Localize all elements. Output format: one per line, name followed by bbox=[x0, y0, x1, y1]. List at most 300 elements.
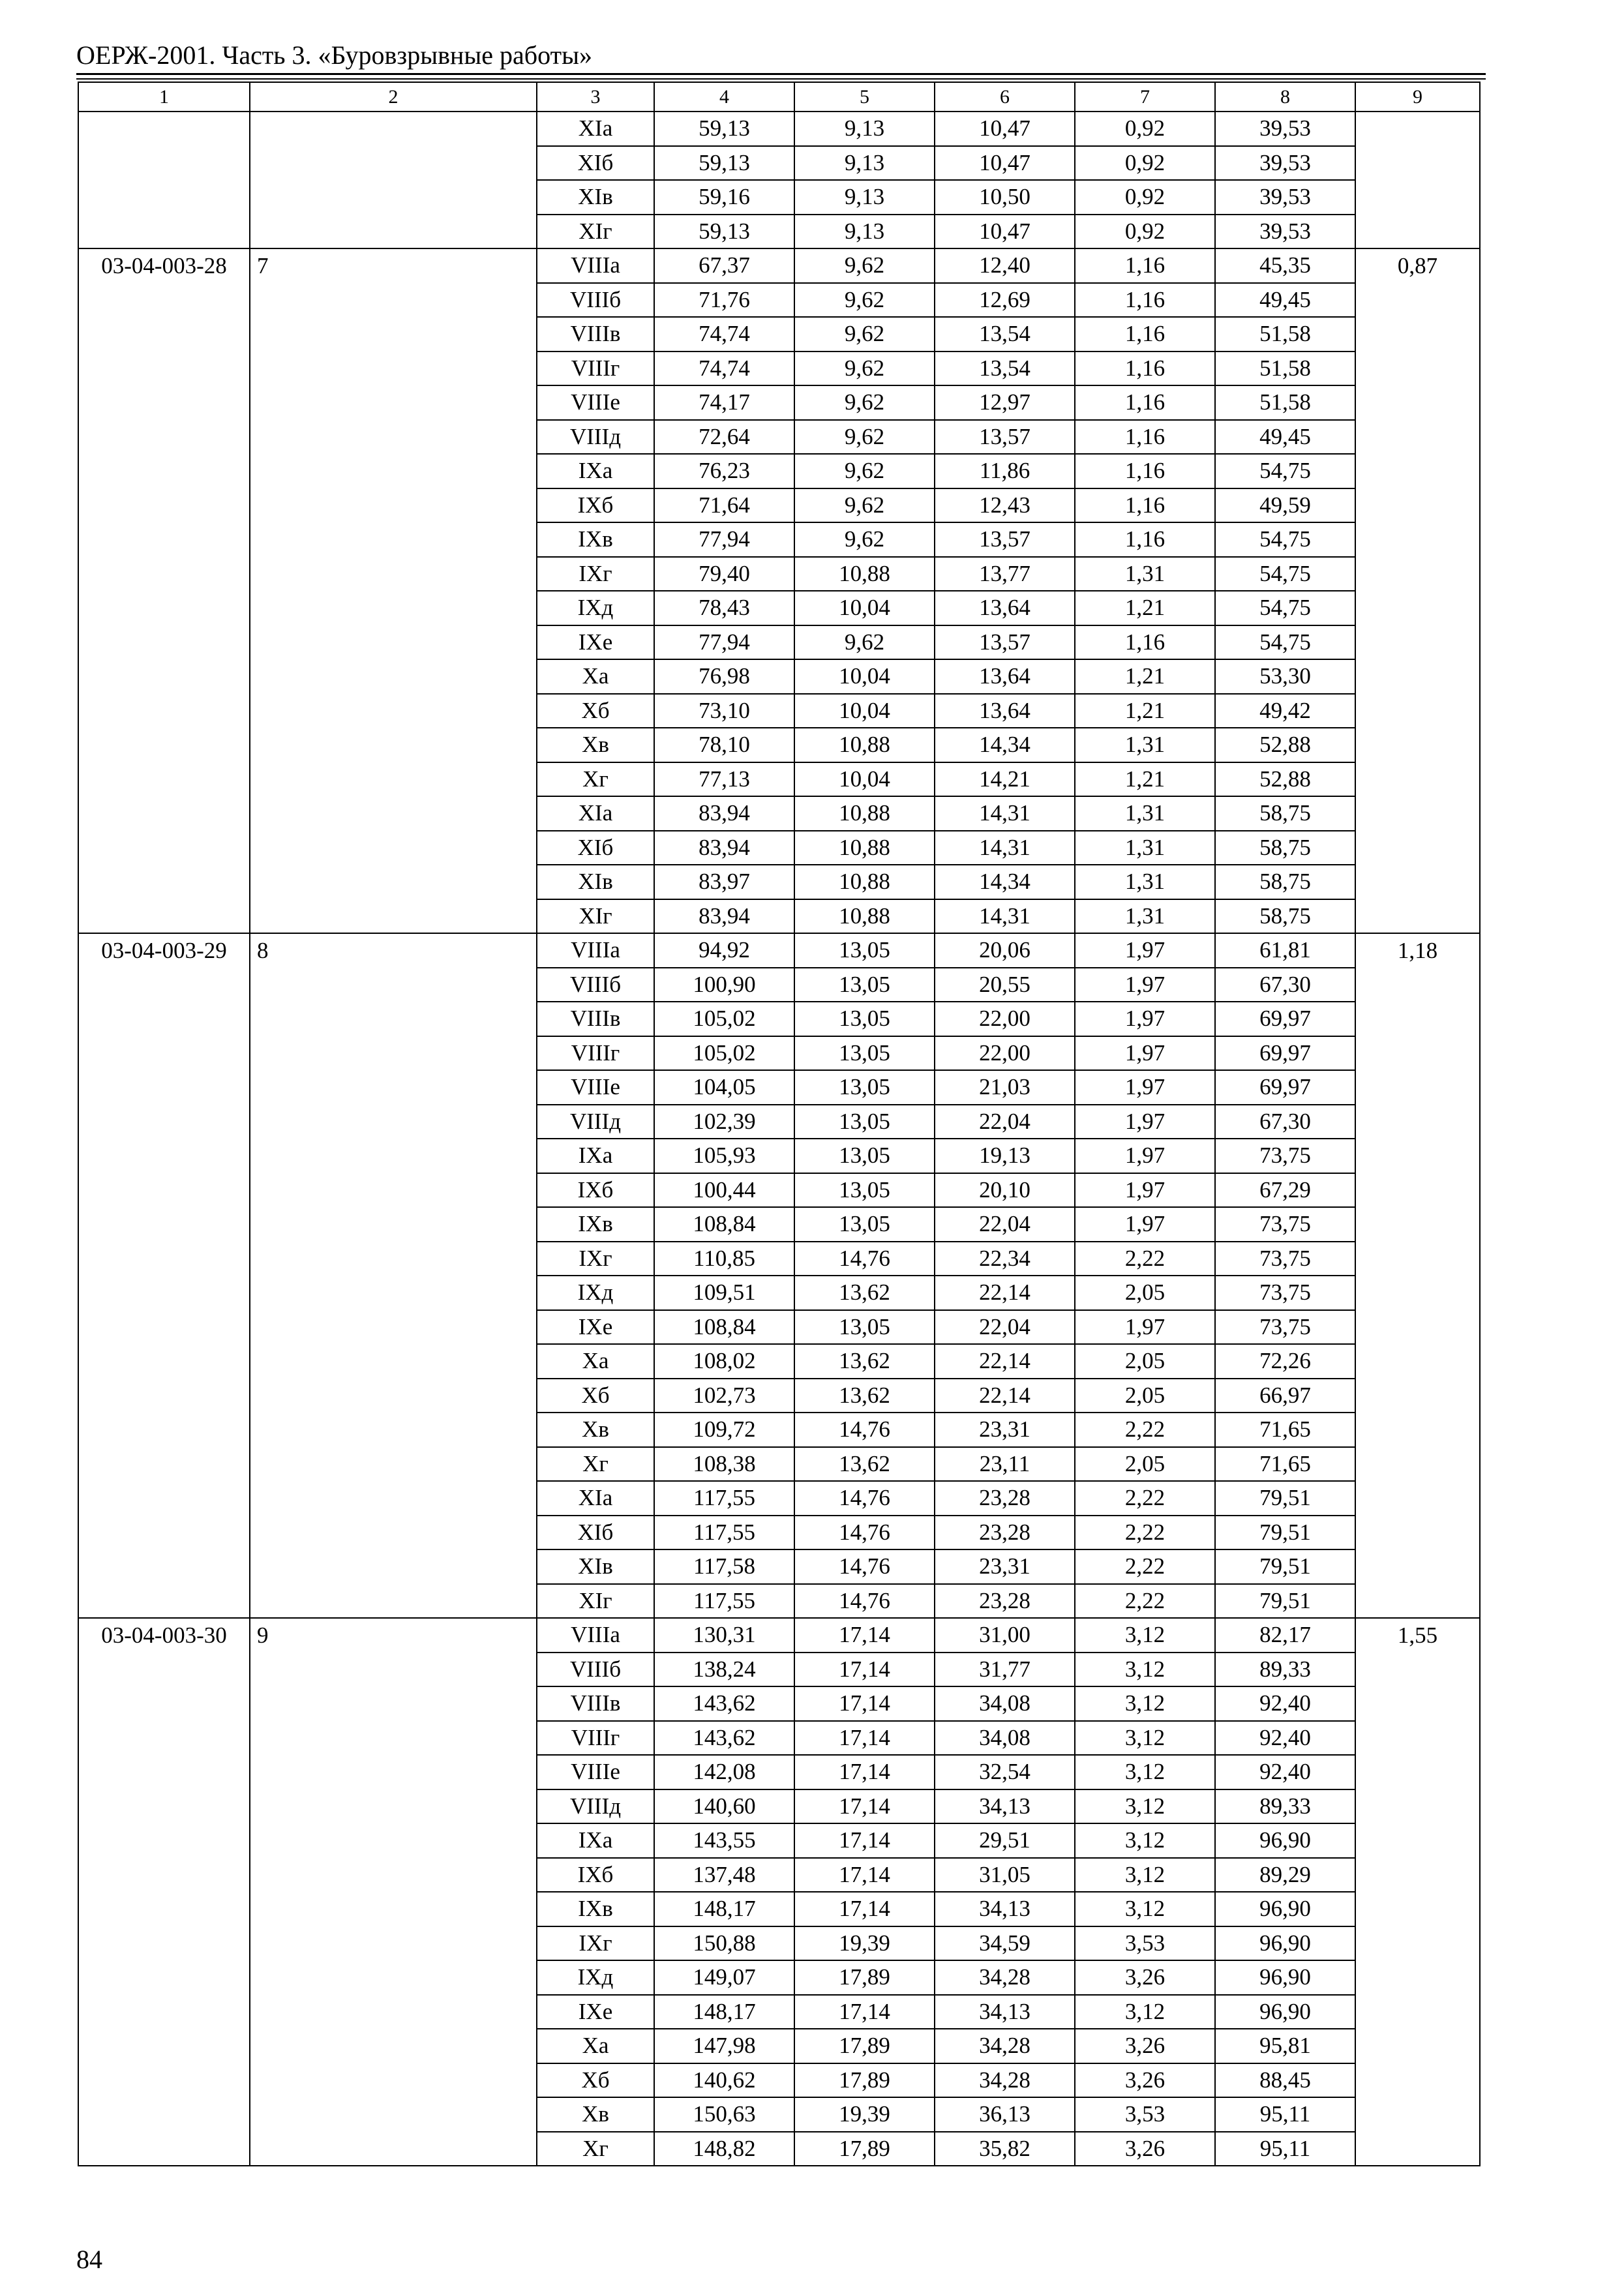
value-cell: 143,62 bbox=[654, 1721, 794, 1756]
value-cell: 61,81 bbox=[1215, 933, 1355, 968]
column-number-9: 9 bbox=[1355, 82, 1480, 112]
col9-cell bbox=[1355, 112, 1480, 248]
value-cell: 10,04 bbox=[794, 762, 935, 797]
value-cell: 22,00 bbox=[935, 1002, 1075, 1036]
table-row bbox=[78, 1618, 1480, 1653]
value-cell: 67,37 bbox=[654, 248, 794, 283]
value-cell: 59,16 bbox=[654, 180, 794, 215]
category-cell: IXб bbox=[537, 1858, 654, 1893]
category-cell: VIIIб bbox=[537, 968, 654, 1002]
value-cell: 92,40 bbox=[1215, 1755, 1355, 1789]
value-cell: 89,33 bbox=[1215, 1653, 1355, 1687]
value-cell: 1,31 bbox=[1075, 865, 1215, 899]
category-cell: XIб bbox=[537, 146, 654, 181]
category-cell: IXа bbox=[537, 1823, 654, 1858]
column-number-6: 6 bbox=[935, 82, 1075, 112]
value-cell: 0,92 bbox=[1075, 112, 1215, 146]
value-cell: 77,13 bbox=[654, 762, 794, 797]
value-cell: 13,05 bbox=[794, 933, 935, 968]
value-cell: 96,90 bbox=[1215, 1892, 1355, 1926]
value-cell: 2,22 bbox=[1075, 1584, 1215, 1619]
value-cell: 104,05 bbox=[654, 1070, 794, 1105]
value-cell: 59,13 bbox=[654, 215, 794, 249]
value-cell: 92,40 bbox=[1215, 1686, 1355, 1721]
rates-table bbox=[78, 82, 1481, 2166]
value-cell: 53,30 bbox=[1215, 659, 1355, 694]
value-cell: 83,94 bbox=[654, 899, 794, 934]
value-cell: 147,98 bbox=[654, 2029, 794, 2063]
value-cell: 39,53 bbox=[1215, 180, 1355, 215]
value-cell: 73,75 bbox=[1215, 1310, 1355, 1345]
value-cell: 73,75 bbox=[1215, 1242, 1355, 1276]
value-cell: 35,82 bbox=[935, 2132, 1075, 2166]
value-cell: 1,21 bbox=[1075, 659, 1215, 694]
value-cell: 14,76 bbox=[794, 1584, 935, 1619]
value-cell: 66,97 bbox=[1215, 1379, 1355, 1413]
value-cell: 49,59 bbox=[1215, 488, 1355, 523]
category-cell: Xг bbox=[537, 762, 654, 797]
value-cell: 67,30 bbox=[1215, 968, 1355, 1002]
value-cell: 34,59 bbox=[935, 1926, 1075, 1961]
value-cell: 20,55 bbox=[935, 968, 1075, 1002]
value-cell: 14,76 bbox=[794, 1413, 935, 1447]
value-cell: 13,05 bbox=[794, 1173, 935, 1208]
column-number-5: 5 bbox=[794, 82, 935, 112]
category-cell: IXе bbox=[537, 1310, 654, 1345]
value-cell: 96,90 bbox=[1215, 1926, 1355, 1961]
value-cell: 73,75 bbox=[1215, 1207, 1355, 1242]
value-cell: 58,75 bbox=[1215, 796, 1355, 831]
value-cell: 34,28 bbox=[935, 2063, 1075, 2098]
value-cell: 1,97 bbox=[1075, 1207, 1215, 1242]
value-cell: 13,05 bbox=[794, 1070, 935, 1105]
value-cell: 13,05 bbox=[794, 1207, 935, 1242]
value-cell: 109,72 bbox=[654, 1413, 794, 1447]
value-cell: 17,14 bbox=[794, 1755, 935, 1789]
value-cell: 3,12 bbox=[1075, 1892, 1215, 1926]
value-cell: 140,60 bbox=[654, 1789, 794, 1824]
value-cell: 3,53 bbox=[1075, 2097, 1215, 2132]
value-cell: 1,31 bbox=[1075, 557, 1215, 591]
value-cell: 9,62 bbox=[794, 454, 935, 488]
value-cell: 12,97 bbox=[935, 385, 1075, 420]
value-cell: 2,22 bbox=[1075, 1481, 1215, 1516]
category-cell: IXг bbox=[537, 1926, 654, 1961]
value-cell: 1,16 bbox=[1075, 317, 1215, 352]
value-cell: 9,62 bbox=[794, 625, 935, 660]
value-cell: 13,57 bbox=[935, 522, 1075, 557]
value-cell: 1,97 bbox=[1075, 1105, 1215, 1139]
value-cell: 74,74 bbox=[654, 352, 794, 386]
value-cell: 76,98 bbox=[654, 659, 794, 694]
category-cell: IXд bbox=[537, 1276, 654, 1310]
value-cell: 148,17 bbox=[654, 1995, 794, 2029]
value-cell: 54,75 bbox=[1215, 625, 1355, 660]
value-cell: 17,14 bbox=[794, 1686, 935, 1721]
value-cell: 9,62 bbox=[794, 248, 935, 283]
value-cell: 13,05 bbox=[794, 1139, 935, 1173]
category-cell: IXб bbox=[537, 488, 654, 523]
value-cell: 1,21 bbox=[1075, 694, 1215, 728]
value-cell: 17,89 bbox=[794, 2063, 935, 2098]
header-rule-thick bbox=[76, 73, 1486, 75]
value-cell: 54,75 bbox=[1215, 454, 1355, 488]
value-cell: 79,40 bbox=[654, 557, 794, 591]
value-cell: 105,02 bbox=[654, 1002, 794, 1036]
category-cell: Xб bbox=[537, 1379, 654, 1413]
value-cell: 17,14 bbox=[794, 1789, 935, 1824]
column-number-2: 2 bbox=[250, 82, 537, 112]
value-cell: 12,43 bbox=[935, 488, 1075, 523]
value-cell: 142,08 bbox=[654, 1755, 794, 1789]
value-cell: 3,12 bbox=[1075, 1823, 1215, 1858]
value-cell: 3,12 bbox=[1075, 1995, 1215, 2029]
value-cell: 3,12 bbox=[1075, 1721, 1215, 1756]
column-number-8: 8 bbox=[1215, 82, 1355, 112]
value-cell: 108,84 bbox=[654, 1310, 794, 1345]
category-cell: VIIIг bbox=[537, 1036, 654, 1071]
param-cell: 7 bbox=[250, 248, 537, 933]
value-cell: 10,88 bbox=[794, 796, 935, 831]
value-cell: 36,13 bbox=[935, 2097, 1075, 2132]
value-cell: 2,05 bbox=[1075, 1379, 1215, 1413]
value-cell: 100,44 bbox=[654, 1173, 794, 1208]
value-cell: 39,53 bbox=[1215, 146, 1355, 181]
value-cell: 138,24 bbox=[654, 1653, 794, 1687]
category-cell: XIг bbox=[537, 899, 654, 934]
value-cell: 3,12 bbox=[1075, 1789, 1215, 1824]
value-cell: 3,12 bbox=[1075, 1618, 1215, 1653]
value-cell: 22,04 bbox=[935, 1105, 1075, 1139]
value-cell: 17,14 bbox=[794, 1823, 935, 1858]
code-cell bbox=[78, 112, 250, 248]
value-cell: 14,34 bbox=[935, 865, 1075, 899]
value-cell: 34,13 bbox=[935, 1995, 1075, 2029]
column-number-4: 4 bbox=[654, 82, 794, 112]
value-cell: 117,55 bbox=[654, 1481, 794, 1516]
code-cell: 03-04-003-28 bbox=[78, 248, 250, 933]
value-cell: 72,26 bbox=[1215, 1344, 1355, 1379]
category-cell: IXг bbox=[537, 557, 654, 591]
value-cell: 102,73 bbox=[654, 1379, 794, 1413]
category-cell: IXв bbox=[537, 1207, 654, 1242]
category-cell: VIIIд bbox=[537, 1105, 654, 1139]
value-cell: 31,77 bbox=[935, 1653, 1075, 1687]
value-cell: 10,88 bbox=[794, 865, 935, 899]
category-cell: IXе bbox=[537, 1995, 654, 2029]
value-cell: 1,16 bbox=[1075, 420, 1215, 455]
value-cell: 49,45 bbox=[1215, 283, 1355, 318]
value-cell: 22,34 bbox=[935, 1242, 1075, 1276]
value-cell: 10,04 bbox=[794, 659, 935, 694]
value-cell: 2,05 bbox=[1075, 1276, 1215, 1310]
code-cell: 03-04-003-29 bbox=[78, 933, 250, 1618]
value-cell: 14,76 bbox=[794, 1549, 935, 1584]
value-cell: 54,75 bbox=[1215, 522, 1355, 557]
value-cell: 83,94 bbox=[654, 831, 794, 865]
value-cell: 10,04 bbox=[794, 694, 935, 728]
value-cell: 12,69 bbox=[935, 283, 1075, 318]
value-cell: 54,75 bbox=[1215, 557, 1355, 591]
value-cell: 108,02 bbox=[654, 1344, 794, 1379]
category-cell: IXд bbox=[537, 1960, 654, 1995]
value-cell: 150,63 bbox=[654, 2097, 794, 2132]
value-cell: 72,64 bbox=[654, 420, 794, 455]
col9-cell: 1,18 bbox=[1355, 933, 1480, 1618]
value-cell: 49,42 bbox=[1215, 694, 1355, 728]
value-cell: 71,65 bbox=[1215, 1447, 1355, 1482]
value-cell: 1,97 bbox=[1075, 933, 1215, 968]
column-number-1: 1 bbox=[78, 82, 250, 112]
value-cell: 20,10 bbox=[935, 1173, 1075, 1208]
value-cell: 102,39 bbox=[654, 1105, 794, 1139]
value-cell: 92,40 bbox=[1215, 1721, 1355, 1756]
value-cell: 1,97 bbox=[1075, 1310, 1215, 1345]
value-cell: 23,11 bbox=[935, 1447, 1075, 1482]
value-cell: 69,97 bbox=[1215, 1036, 1355, 1071]
value-cell: 10,88 bbox=[794, 899, 935, 934]
col9-cell: 1,55 bbox=[1355, 1618, 1480, 2166]
param-cell: 9 bbox=[250, 1618, 537, 2166]
value-cell: 13,62 bbox=[794, 1379, 935, 1413]
category-cell: Xб bbox=[537, 2063, 654, 2098]
value-cell: 58,75 bbox=[1215, 899, 1355, 934]
value-cell: 14,34 bbox=[935, 728, 1075, 762]
category-cell: IXг bbox=[537, 1242, 654, 1276]
category-cell: IXе bbox=[537, 625, 654, 660]
category-cell: Xа bbox=[537, 659, 654, 694]
value-cell: 1,16 bbox=[1075, 522, 1215, 557]
value-cell: 69,97 bbox=[1215, 1002, 1355, 1036]
category-cell: VIIIе bbox=[537, 385, 654, 420]
value-cell: 19,13 bbox=[935, 1139, 1075, 1173]
value-cell: 89,29 bbox=[1215, 1858, 1355, 1893]
value-cell: 13,05 bbox=[794, 968, 935, 1002]
value-cell: 13,64 bbox=[935, 659, 1075, 694]
value-cell: 0,92 bbox=[1075, 146, 1215, 181]
value-cell: 78,10 bbox=[654, 728, 794, 762]
value-cell: 13,54 bbox=[935, 352, 1075, 386]
value-cell: 17,14 bbox=[794, 1892, 935, 1926]
value-cell: 34,08 bbox=[935, 1721, 1075, 1756]
value-cell: 51,58 bbox=[1215, 352, 1355, 386]
value-cell: 9,62 bbox=[794, 317, 935, 352]
value-cell: 1,31 bbox=[1075, 899, 1215, 934]
value-cell: 69,97 bbox=[1215, 1070, 1355, 1105]
category-cell: VIIIг bbox=[537, 352, 654, 386]
rates-table-body bbox=[78, 82, 1480, 2166]
value-cell: 67,29 bbox=[1215, 1173, 1355, 1208]
table-row bbox=[78, 112, 1480, 146]
value-cell: 17,89 bbox=[794, 2132, 935, 2166]
value-cell: 11,86 bbox=[935, 454, 1075, 488]
page-header-title: ОЕРЖ-2001. Часть 3. «Буровзрывные работы» bbox=[76, 40, 592, 70]
value-cell: 52,88 bbox=[1215, 728, 1355, 762]
value-cell: 137,48 bbox=[654, 1858, 794, 1893]
category-cell: IXв bbox=[537, 1892, 654, 1926]
value-cell: 1,21 bbox=[1075, 591, 1215, 625]
value-cell: 22,04 bbox=[935, 1310, 1075, 1345]
value-cell: 2,22 bbox=[1075, 1413, 1215, 1447]
value-cell: 71,64 bbox=[654, 488, 794, 523]
value-cell: 12,40 bbox=[935, 248, 1075, 283]
value-cell: 96,90 bbox=[1215, 1995, 1355, 2029]
category-cell: VIIIа bbox=[537, 248, 654, 283]
value-cell: 96,90 bbox=[1215, 1960, 1355, 1995]
value-cell: 109,51 bbox=[654, 1276, 794, 1310]
value-cell: 31,05 bbox=[935, 1858, 1075, 1893]
value-cell: 23,31 bbox=[935, 1413, 1075, 1447]
value-cell: 96,90 bbox=[1215, 1823, 1355, 1858]
value-cell: 10,47 bbox=[935, 112, 1075, 146]
value-cell: 34,28 bbox=[935, 1960, 1075, 1995]
column-number-7: 7 bbox=[1075, 82, 1215, 112]
value-cell: 130,31 bbox=[654, 1618, 794, 1653]
value-cell: 34,08 bbox=[935, 1686, 1075, 1721]
value-cell: 10,88 bbox=[794, 728, 935, 762]
value-cell: 14,76 bbox=[794, 1242, 935, 1276]
category-cell: VIIIв bbox=[537, 317, 654, 352]
value-cell: 51,58 bbox=[1215, 317, 1355, 352]
value-cell: 3,12 bbox=[1075, 1686, 1215, 1721]
value-cell: 14,76 bbox=[794, 1481, 935, 1516]
value-cell: 17,14 bbox=[794, 1721, 935, 1756]
value-cell: 1,97 bbox=[1075, 1139, 1215, 1173]
param-cell bbox=[250, 112, 537, 248]
value-cell: 9,62 bbox=[794, 283, 935, 318]
value-cell: 2,05 bbox=[1075, 1344, 1215, 1379]
value-cell: 1,31 bbox=[1075, 728, 1215, 762]
value-cell: 1,97 bbox=[1075, 968, 1215, 1002]
value-cell: 1,97 bbox=[1075, 1173, 1215, 1208]
category-cell: VIIIб bbox=[537, 1653, 654, 1687]
value-cell: 13,62 bbox=[794, 1276, 935, 1310]
value-cell: 13,05 bbox=[794, 1105, 935, 1139]
value-cell: 14,31 bbox=[935, 899, 1075, 934]
column-number-3: 3 bbox=[537, 82, 654, 112]
category-cell: VIIIб bbox=[537, 283, 654, 318]
value-cell: 1,21 bbox=[1075, 762, 1215, 797]
value-cell: 34,28 bbox=[935, 2029, 1075, 2063]
table-row bbox=[78, 248, 1480, 283]
value-cell: 13,62 bbox=[794, 1344, 935, 1379]
value-cell: 59,13 bbox=[654, 112, 794, 146]
value-cell: 67,30 bbox=[1215, 1105, 1355, 1139]
value-cell: 13,54 bbox=[935, 317, 1075, 352]
value-cell: 32,54 bbox=[935, 1755, 1075, 1789]
category-cell: VIIIв bbox=[537, 1002, 654, 1036]
value-cell: 1,97 bbox=[1075, 1002, 1215, 1036]
value-cell: 22,14 bbox=[935, 1344, 1075, 1379]
value-cell: 10,50 bbox=[935, 180, 1075, 215]
category-cell: VIIIв bbox=[537, 1686, 654, 1721]
value-cell: 9,13 bbox=[794, 146, 935, 181]
value-cell: 1,16 bbox=[1075, 488, 1215, 523]
value-cell: 59,13 bbox=[654, 146, 794, 181]
value-cell: 100,90 bbox=[654, 968, 794, 1002]
category-cell: IXа bbox=[537, 454, 654, 488]
category-cell: IXб bbox=[537, 1173, 654, 1208]
value-cell: 3,26 bbox=[1075, 2132, 1215, 2166]
value-cell: 14,31 bbox=[935, 796, 1075, 831]
value-cell: 13,05 bbox=[794, 1002, 935, 1036]
category-cell: Xг bbox=[537, 2132, 654, 2166]
value-cell: 13,64 bbox=[935, 591, 1075, 625]
category-cell: XIа bbox=[537, 112, 654, 146]
value-cell: 108,38 bbox=[654, 1447, 794, 1482]
value-cell: 9,13 bbox=[794, 112, 935, 146]
value-cell: 14,21 bbox=[935, 762, 1075, 797]
value-cell: 13,77 bbox=[935, 557, 1075, 591]
value-cell: 34,13 bbox=[935, 1789, 1075, 1824]
value-cell: 23,28 bbox=[935, 1481, 1075, 1516]
header-rule-thin bbox=[76, 78, 1486, 80]
category-cell: XIг bbox=[537, 1584, 654, 1619]
value-cell: 49,45 bbox=[1215, 420, 1355, 455]
category-cell: IXв bbox=[537, 522, 654, 557]
value-cell: 21,03 bbox=[935, 1070, 1075, 1105]
category-cell: Xа bbox=[537, 2029, 654, 2063]
category-cell: VIIIг bbox=[537, 1721, 654, 1756]
value-cell: 1,97 bbox=[1075, 1070, 1215, 1105]
value-cell: 10,47 bbox=[935, 146, 1075, 181]
category-cell: XIб bbox=[537, 831, 654, 865]
value-cell: 23,28 bbox=[935, 1516, 1075, 1550]
value-cell: 13,05 bbox=[794, 1036, 935, 1071]
value-cell: 77,94 bbox=[654, 625, 794, 660]
value-cell: 23,28 bbox=[935, 1584, 1075, 1619]
value-cell: 17,14 bbox=[794, 1653, 935, 1687]
value-cell: 13,05 bbox=[794, 1310, 935, 1345]
value-cell: 9,62 bbox=[794, 385, 935, 420]
col9-cell: 0,87 bbox=[1355, 248, 1480, 933]
value-cell: 31,00 bbox=[935, 1618, 1075, 1653]
value-cell: 2,22 bbox=[1075, 1242, 1215, 1276]
value-cell: 83,97 bbox=[654, 865, 794, 899]
value-cell: 77,94 bbox=[654, 522, 794, 557]
value-cell: 1,31 bbox=[1075, 831, 1215, 865]
value-cell: 52,88 bbox=[1215, 762, 1355, 797]
value-cell: 117,55 bbox=[654, 1516, 794, 1550]
value-cell: 79,51 bbox=[1215, 1481, 1355, 1516]
value-cell: 13,57 bbox=[935, 625, 1075, 660]
value-cell: 95,11 bbox=[1215, 2097, 1355, 2132]
value-cell: 9,62 bbox=[794, 352, 935, 386]
value-cell: 22,00 bbox=[935, 1036, 1075, 1071]
value-cell: 76,23 bbox=[654, 454, 794, 488]
value-cell: 3,26 bbox=[1075, 2029, 1215, 2063]
value-cell: 39,53 bbox=[1215, 215, 1355, 249]
value-cell: 79,51 bbox=[1215, 1516, 1355, 1550]
category-cell: XIа bbox=[537, 1481, 654, 1516]
value-cell: 13,57 bbox=[935, 420, 1075, 455]
value-cell: 117,55 bbox=[654, 1584, 794, 1619]
value-cell: 17,89 bbox=[794, 2029, 935, 2063]
value-cell: 73,75 bbox=[1215, 1276, 1355, 1310]
value-cell: 20,06 bbox=[935, 933, 1075, 968]
value-cell: 148,17 bbox=[654, 1892, 794, 1926]
value-cell: 73,75 bbox=[1215, 1139, 1355, 1173]
value-cell: 150,88 bbox=[654, 1926, 794, 1961]
value-cell: 148,82 bbox=[654, 2132, 794, 2166]
value-cell: 54,75 bbox=[1215, 591, 1355, 625]
value-cell: 2,22 bbox=[1075, 1516, 1215, 1550]
page-number: 84 bbox=[76, 2245, 102, 2274]
value-cell: 14,31 bbox=[935, 831, 1075, 865]
value-cell: 82,17 bbox=[1215, 1618, 1355, 1653]
value-cell: 9,13 bbox=[794, 180, 935, 215]
category-cell: VIIIе bbox=[537, 1755, 654, 1789]
